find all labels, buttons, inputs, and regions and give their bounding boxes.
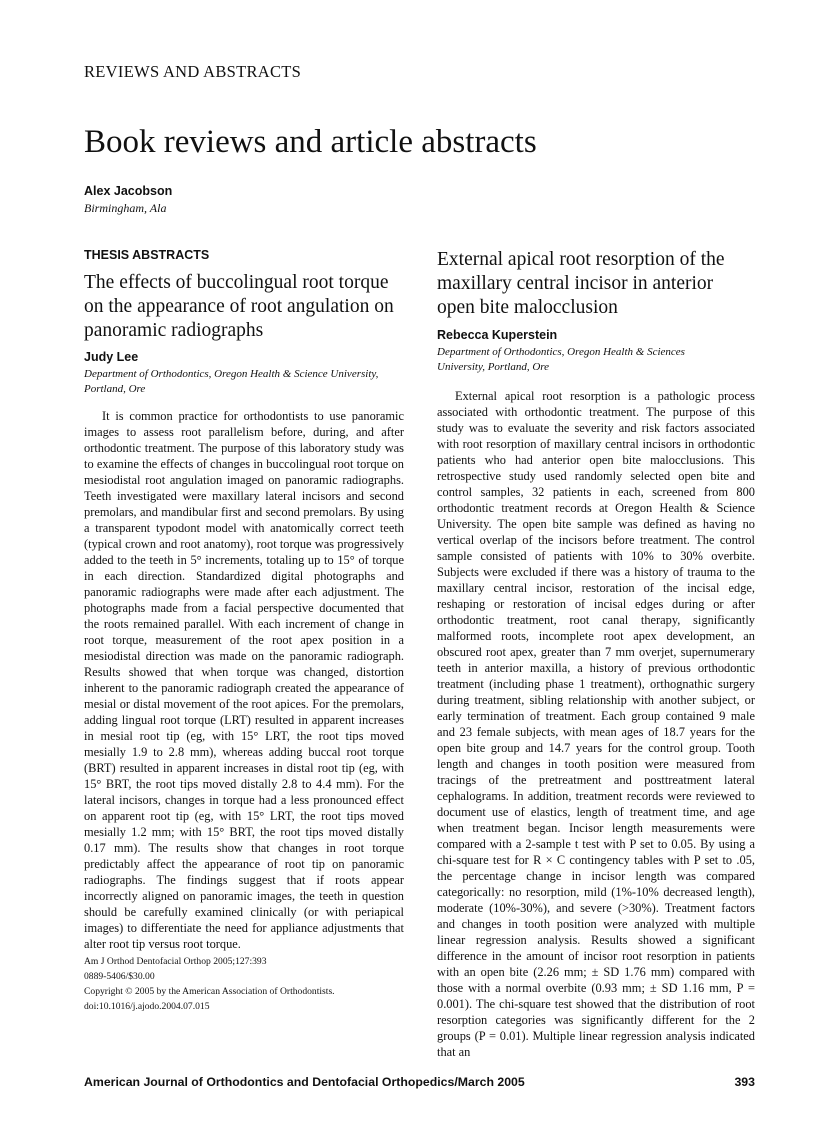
page-title: Book reviews and article abstracts — [84, 124, 537, 160]
section-label: THESIS ABSTRACTS — [84, 248, 210, 262]
doi-link[interactable]: doi:10.1016/j.ajodo.2004.07.015 — [84, 1001, 210, 1012]
section-header: REVIEWS AND ABSTRACTS — [84, 62, 302, 81]
abstract-paragraph: External apical root resorption is a pathologic process associated with orthodontic treatment. The purpose of this study was to evaluate the severity and risk factors associated with root resorption of maxillary central incisors in orthodontic patients who had anterior open bite malocclusions. This retrospective study used randomly selected open bite and control samples, 32 patients in each, screened from 800 orthodontic treatment records at Oregon Health & Science University. The open bite sample was defined as having no vertical overlap of the incisors before treatment. The control sample consisted of patients with 10% to 30% overbite. Subjects were excluded if there was a history of trauma to the maxillary central incisor, restoration of the incisal edge, reshaping or restoration of incisal edges during or after orthodontic treatment, root canal therapy, significantly malformed roots, incomplete root apex development, an obscured root apex, greater than 7 mm overjet, supernumerary teeth in anterior maxilla, a history of previous orthodontic treatment (including phase 1 treatment), orthognathic surgery during treatment, sibling relationship with another subject, or early termination of treatment. Each group contained 9 male and 23 female subjects, with mean ages of 18.7 years for the open bite group and 14.7 years for the control group. Tooth length and changes in tooth position were measured from tracings of the pretreatment and posttreatment lateral cephalograms. In addition, treatment records were reviewed to document use of elastics, length of treatment time, and age when treatment began. Incisor length measurements were compared with a 2-sample t test with P set to 0.05. By using a chi-square test for R × C contingency tables with P set to .05, the percentage change in incisor length was compared categorically: no resorption, mild (1%-10% decreased length), moderate (10%-30%), and severe (>30%). Treatment factors and changes in tooth position were analyzed with multiple linear regression analysis. Results showed a significant difference in the amount of incisor root resorption in patients with an open bite (2.26 mm; ± SD 1.76 mm) compared with those with a normal overbite (0.93 mm; ± SD 1.16 mm, P = 0.001). The chi-square test showed that the distribution of root resorption categories was significantly different for the 2 groups (P = 0.01). Multiple linear regression analysis indicated that an — [437, 389, 755, 1059]
citation-block — [84, 954, 404, 1014]
article-body — [437, 388, 755, 1060]
editor-name: Alex Jacobson — [84, 184, 173, 198]
article-affiliation: Department of Orthodontics, Oregon Health & Sciences University, Portland, Ore — [437, 346, 685, 373]
article-body — [84, 408, 404, 952]
journal-name: American Journal of Orthodontics and Dentofacial Orthopedics/March 2005 — [84, 1075, 525, 1089]
article-author: Judy Lee — [84, 350, 139, 364]
article-right — [437, 248, 755, 1060]
price: 0889-5406/$30.00 — [84, 971, 155, 982]
copyright: Copyright © 2005 by the American Association of Orthodontists. — [84, 986, 335, 997]
citation: Am J Orthod Dentofacial Orthop 2005;127:393 — [84, 956, 267, 967]
article-title: External apical root resorption of the maxillary central incisor in anterior open bite malocclusion — [437, 249, 725, 318]
page-number: 393 — [734, 1075, 755, 1089]
article-affiliation: Department of Orthodontics, Oregon Health & Science University, Portland, Ore — [84, 368, 379, 395]
editor-location: Birmingham, Ala — [84, 201, 167, 215]
article-title: The effects of buccolingual root torque on the appearance of root angulation on panoramic radiographs — [84, 272, 394, 341]
article-author: Rebecca Kuperstein — [437, 328, 558, 342]
page-footer — [84, 1074, 755, 1090]
columns — [84, 248, 755, 1060]
abstract-paragraph: It is common practice for orthodontists to use panoramic images to assess root parallelism before, during, and after orthodontic treatment. The purpose of this laboratory study was to examine the effects of changes in buccolingual root torque on mesiodistal root angulation imaged on panoramic radiographs. Teeth investigated were maxillary lateral incisors and second premolars, and mandibular first and second premolars. By using a transparent typodont model with anatomically correct teeth (typical crown and root anatomy), root torque was progressively added to the teeth in 5° increments, totaling up to 15° of torque in each direction. Standardized digital photographs and panoramic radiographs were made after each adjustment. The photographs made from a facial perspective documented that the roots remained parallel. With each increment of change in root torque, measurement of the root apex position in a mesiodistal direction was made on the panoramic radiograph. Results showed that when torque was changed, distortion inherent to the panoramic radiograph created the appearance of mesial or distal movement of the root apices. For the premolars, adding lingual root torque (LRT) resulted in apparent increases in mesial root tip (eg, with 15° LRT, the root tips moved mesially 1.9 to 2.8 mm), whereas adding buccal root torque (BRT) resulted in apparent increases in distal root tip (eg, with 15° BRT, the root tips moved distally 2.8 to 4.4 mm). For the lateral incisors, changes in torque had a less pronounced effect on apparent root tip (eg, with 15° LRT, the root tips moved mesially 1.2 mm; with 15° BRT, the root tips moved distally 0.17 mm). The results show that changes in root torque predictably affect the appearance of root tip on panoramic radiographs. The findings suggest that if roots appear incorrectly aligned on panoramic images, the teeth in question should be carefully examined clinically (or with periapical images) to differentiate the need for appliance adjustments that alter root tip versus root torque. — [84, 409, 404, 951]
article-left — [84, 248, 404, 1014]
